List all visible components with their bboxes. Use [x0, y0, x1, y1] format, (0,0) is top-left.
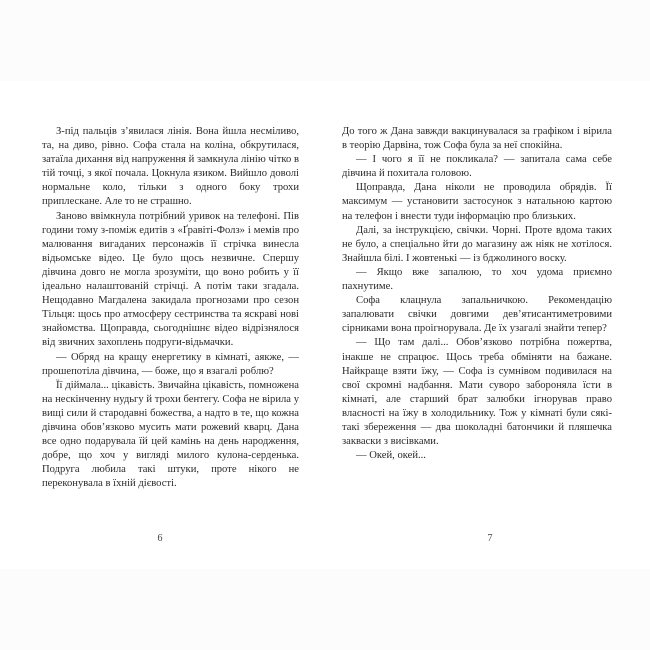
paragraph: Заново ввімкнула потрібний уривок на телефоні. Пів години тому з-поміж едитів з «Ґравіті-Фолз» і мемів про малювання вигаданих персонажів її стрічка винесла відьомське відео. Це було щось незвичне. Спершу дівчина довго не могла зрозуміти, що воно робить у її ідеально налаштованій стрічці. А потім таки згадала. Нещодавно Магдалена закидала прогнозами про сезон Тільця: щось про атмосферу сестринства та яскраві нові знайомства. Щоправда, сьогоднішнє відео відрізнялося від звичних захоплень подруги-відьмачки.: [42, 210, 299, 349]
page-number-left: 6: [157, 533, 163, 544]
paragraph: Її діймала... цікавість. Звичайна цікавість, помножена на нескінченну нудьгу й трохи бентегу. Софа не вірила у вищі сили й стародавні божества, а надто в те, що кожна дівчина обов’язково мусить мати рожевий кварц. Дана все одно подарувала їй цей камінь на день народження, добре, що хоч у вигляді милого кулона-серденька. Подруга любила такі штуки, проте нікого не переконувала в їхній дієвості.: [42, 379, 299, 490]
paragraph: З-під пальців з’явилася лінія. Вона йшла несміливо, та, на диво, рівно. Софа стала на коліна, обкрутилася, затаїла дихання від напруження й замкнула лінію чітко в тій точці, з якої почала. Цокнула язиком. Вийшло доволі нормальне коло, тільки з одного боку трохи приплескане. Але то не страшно.: [42, 126, 299, 208]
paragraph: Щоправда, Дана ніколи не проводила обрядів. Її максимум — установити застосунок з натальною картою на телефон і внести туди інформацію про близьких.: [342, 182, 612, 222]
right-page-text: [342, 125, 612, 463]
left-page-text: [42, 125, 299, 491]
paragraph: — Якщо вже запалюю, то хоч удома приємно пахнутиме.: [342, 266, 612, 293]
paragraph: Софа клацнула запальничкою. Рекомендацію запалювати свічки довгими дев’ятисантиметровими сірниками вона проігнорувала. Де їх узагалі знайти тепер?: [342, 295, 612, 335]
paragraph: До того ж Дана завжди вакцинувалася за графіком і вірила в теорію Дарвіна, тож Софа була за неї спокійна.: [342, 126, 612, 152]
paragraph: — Окей, окей...: [356, 450, 426, 462]
paragraph: — Обряд на кращу енергетику в кімнаті, аякже, — прошепотіла дівчина, — боже, що я взагалі роблю?: [42, 351, 299, 377]
paragraph: Далі, за інструкцією, свічки. Чорні. Проте вдома таких не було, а спеціально йти до магазину аж ніяк не хотілося. Знайшла білі. І жовтенькі — із бджолиного воску.: [342, 224, 612, 264]
paragraph: — Що там далі... Обов’язково потрібна пожертва, інакше не спрацює. Щось треба обміняти на бажане. Найкраще взяти їжу, — Софа із сумнівом подивилася на свої скромні надбання. Мати суворо забороняла їсти в кімнаті, але старший брат залюбки ігнорував право власності на їжу в холодильнику. Тож у кімнаті були сякі-такі збереження — два шоколадні батончики й пляшечка закваски з висівками.: [342, 337, 612, 448]
paragraph: — І чого я її не покликала? — запитала сама себе дівчина й похитала головою.: [342, 154, 612, 180]
page-number-right: 7: [487, 533, 493, 544]
book-spread: [0, 81, 650, 569]
